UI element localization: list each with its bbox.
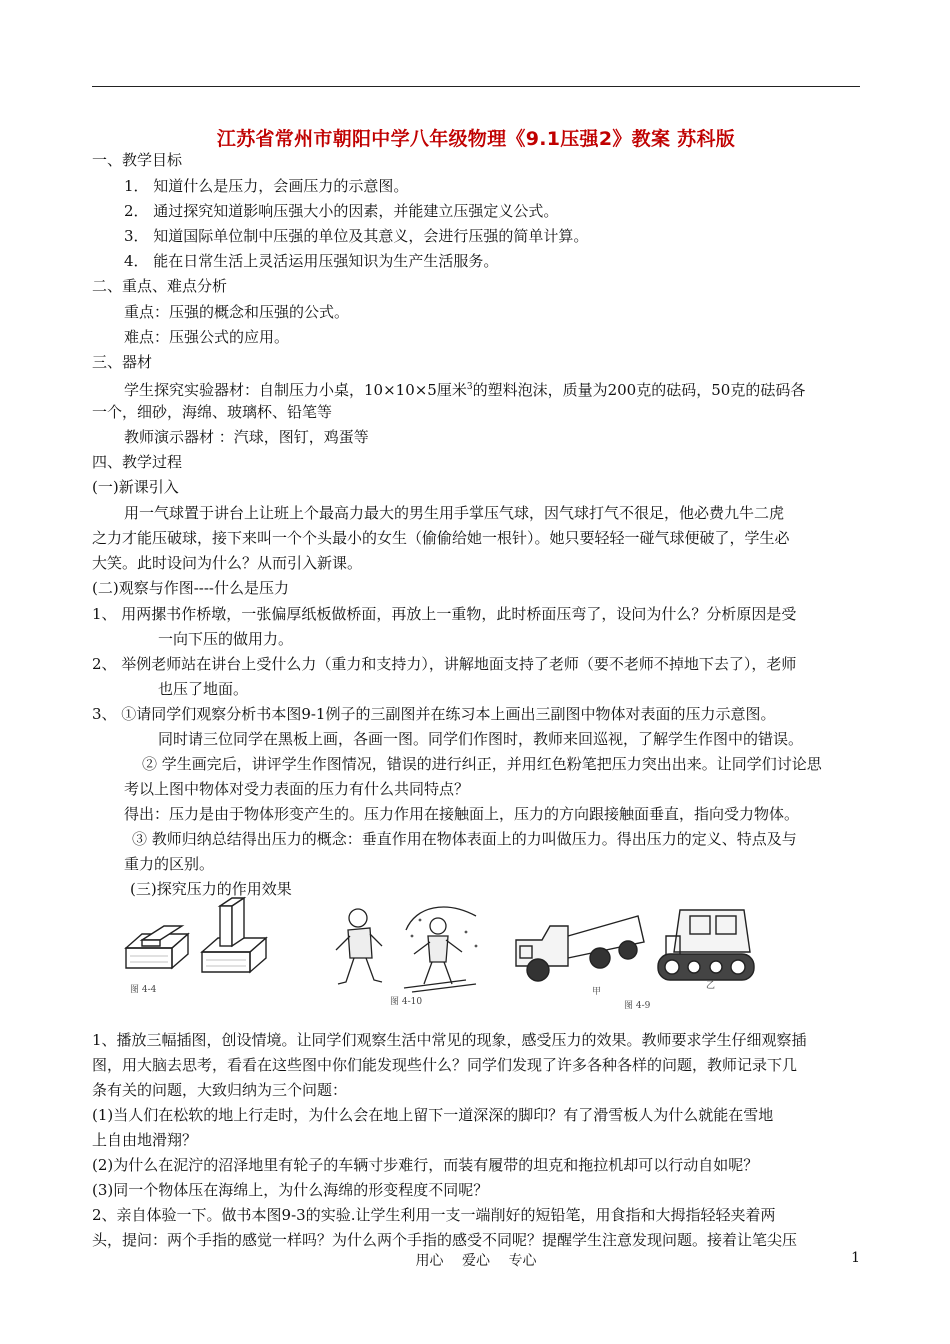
question-item-continuation: 上自由地滑翔？ [92, 1131, 198, 1149]
list-item-continuation: 考以上图中物体对受力表面的压力有什么共同特点？ [124, 780, 470, 798]
list-item: 2、 举例老师站在讲台上受什么力（重力和支持力），讲解地面支持了老师（要不老师不掉地下去了），老师 [92, 655, 797, 673]
section-heading-key-points: 二、重点、难点分析 [92, 277, 228, 295]
paragraph-line: 用一气球置于讲台上让班上个最高力最大的男生用手掌压气球，因气球打气不很足，他必费九牛二虎 [124, 504, 785, 522]
paragraph-line: 1、播放三幅插图，创设情境。让同学们观察生活中常见的现象，感受压力的效果。教师要求学生仔细观察插 [92, 1031, 807, 1049]
page-number: 1 [851, 1250, 860, 1266]
equipment-line: 一个，细砂，海绵、玻璃杯、铅笔等 [92, 403, 333, 421]
list-item: 3、 ①请同学们观察分析书本图9-1例子的三副图并在练习本上画出三副图中物体对表面的压力示意图。 [92, 705, 776, 723]
subsection-heading: (二)观察与作图----什么是压力 [92, 579, 289, 597]
key-point-line: 重点：压强的概念和压强的公式。 [124, 303, 350, 321]
tractor-figure [650, 896, 760, 1008]
question-item: (3)同一个物体压在海绵上，为什么海绵的形变程度不同呢？ [92, 1181, 489, 1199]
footer-motto: 用心 爱心 专心 [415, 1253, 537, 1269]
list-item: ② 学生画完后，讲评学生作图情况，错误的进行纠正，并用红色粉笔把压力突出出来。让同学们讨论思 [142, 755, 822, 773]
equipment-line: 教师演示器材 ：汽球，图钉，鸡蛋等 [124, 428, 369, 446]
question-item: (1)当人们在松软的地上行走时，为什么会在地上留下一道深深的脚印？有了滑雪板人为什么就能在雪地 [92, 1106, 774, 1124]
paragraph-line: 得出：压力是由于物体形变产生的。压力作用在接触面上，压力的方向跟接触面垂直，指向受力物体。 [124, 805, 800, 823]
paragraph-line: 2、亲自体验一下。做书本图9-3的实验.让学生利用一支一端削好的短铅笔，用食指和大拇指轻轻夹着两 [92, 1206, 776, 1224]
objective-item: 4． 能在日常生活上灵活运用压强知识为生产生活服务。 [124, 252, 499, 270]
list-item-continuation: 重力的区别。 [124, 855, 215, 873]
objective-item: 2． 通过探究知道影响压强大小的因素，并能建立压强定义公式。 [124, 202, 559, 220]
subsection-heading: (三)探究压力的作用效果 [130, 880, 292, 898]
list-item-continuation: 也压了地面。 [158, 680, 249, 698]
subsection-heading: (一)新课引入 [92, 478, 179, 496]
section-heading-process: 四、教学过程 [92, 453, 183, 471]
header-rule [92, 86, 860, 87]
list-item-continuation: 一向下压的做用力。 [158, 630, 294, 648]
figure-label: 图 4-10 [390, 997, 423, 1007]
paragraph-line: 大笑。此时设问为什么？从而引入新课。 [92, 554, 363, 572]
list-item-continuation: 同时请三位同学在黑板上画，各画一图。同学们作图时，教师来回巡视，了解学生作图中的错误。 [158, 730, 804, 748]
paragraph-line: 条有关的问题，大致归纳为三个问题： [92, 1081, 348, 1099]
objective-item: 3． 知道国际单位制中压强的单位及其意义，会进行压强的简单计算。 [124, 227, 589, 245]
tractor-label: 乙 [706, 981, 716, 991]
document-title: 江苏省常州市朝阳中学八年级物理《9.1压强2》教案 苏科版 [216, 128, 736, 150]
section-heading-objectives: 一、教学目标 [92, 151, 183, 169]
paragraph-line: 头，提问：两个手指的感觉一样吗？为什么两个手指的感受不同呢？提醒学生注意发现问题。接着让笔尖压 [92, 1231, 798, 1249]
section-heading-equipment: 三、器材 [92, 353, 153, 371]
figure-label: 图 4-9 [624, 1001, 651, 1011]
list-item: 1、 用两摞书作桥墩，一张偏厚纸板做桥面，再放上一重物，此时桥面压弯了，设问为什么？分析原因是受 [92, 605, 797, 623]
paragraph-line: 之力才能压破球，接下来叫一个个头最小的女生（偷偷给她一根针）。她只要轻轻一碰气球便破了，学生必 [92, 529, 790, 547]
paragraph-line: 图，用大脑去思考，看看在这些图中你们能发现些什么？同学们发现了许多各种各样的问题，教师记录下几 [92, 1056, 798, 1074]
truck-figure [510, 896, 650, 1008]
objective-item: 1． 知道什么是压力，会画压力的示意图。 [124, 177, 409, 195]
question-item: (2)为什么在泥泞的沼泽地里有轮子的车辆寸步难行，而装有履带的坦克和拖拉机却可以行动自如呢？ [92, 1156, 759, 1174]
list-item: ③ 教师归纳总结得出压力的概念：垂直作用在物体表面上的力叫做压力。得出压力的定义、特点及与 [132, 830, 797, 848]
figure-label: 图 4-4 [130, 985, 157, 995]
difficulty-line: 难点：压强公式的应用。 [124, 328, 290, 346]
truck-label: 甲 [592, 987, 602, 997]
walking-and-skiing-figure [316, 896, 496, 1008]
illustration-strip [120, 896, 860, 1011]
equipment-line: 学生探究实验器材：自制压力小桌，10×10×5厘米$^3$的塑料泡沫，质量为200克的砝码，50克的砝码各 [124, 381, 806, 399]
